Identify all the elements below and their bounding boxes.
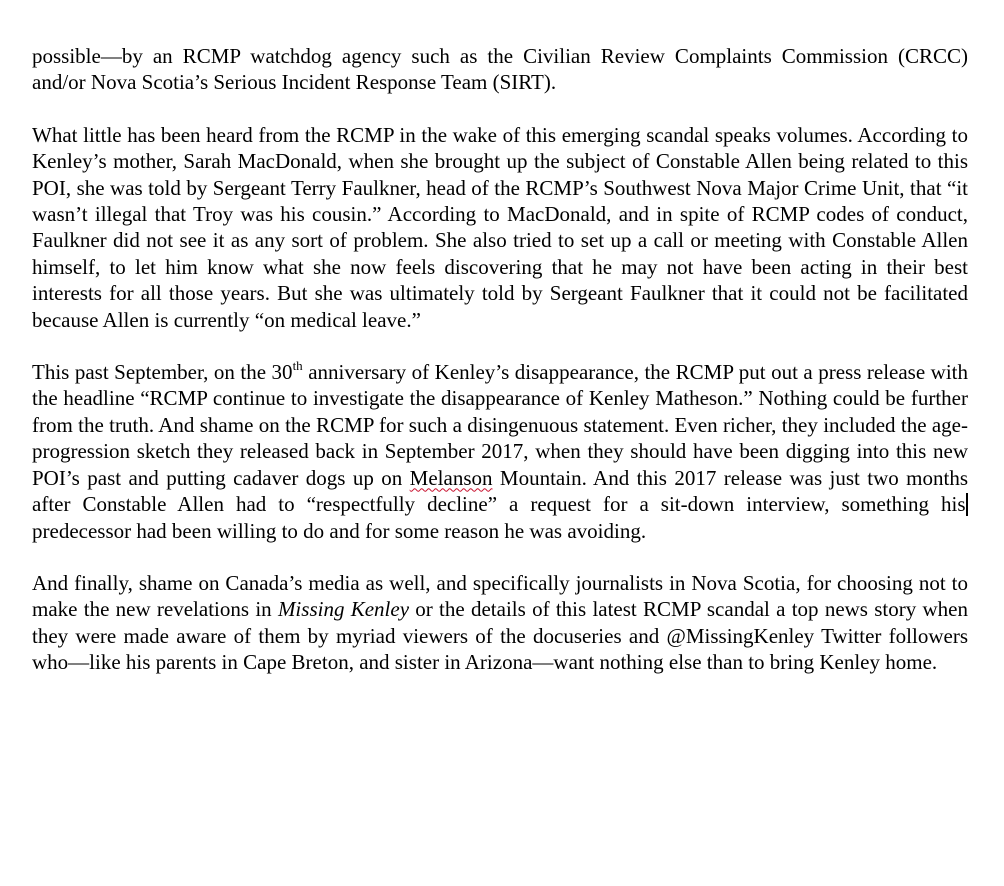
docuseries-title: Missing Kenley: [277, 597, 410, 622]
paragraph-1: possible—by an RCMP watchdog agency such as the Civilian Review Complaints Commission (CRCC) and/or Nova Scotia’s Serious Incident Response Team (SIRT).: [32, 44, 968, 95]
paragraph-3-text-start: This past September, on the 30: [32, 360, 293, 385]
paragraph-3: [32, 359, 968, 544]
text-insertion-cursor: [966, 493, 968, 516]
paragraph-3-text-end: predecessor had been willing to do and for some reason he was avoiding.: [32, 518, 647, 543]
document-body[interactable]: [32, 43, 968, 676]
paragraph-4-text-end: or the details of this latest RCMP scandal a top news story when they were made aware of them by myriad viewers of the docuseries and @MissingKenley Twitter followers who—like his parents in Cape Breton, and sister in Arizona—want nothing else than to bring Kenley home.: [32, 597, 969, 675]
spellcheck-flagged-word[interactable]: Melanson: [409, 465, 493, 490]
paragraph-4: [32, 570, 968, 676]
ordinal-superscript: th: [292, 358, 303, 374]
paragraph-4-text-start: And finally, shame on Canada’s media as well, and specifically journalists in Nova Scotia, for choosing not to make the new revelations in: [32, 570, 968, 622]
paragraph-3-text-middle: anniversary of Kenley’s disappearance, the RCMP put out a press release with the headline “RCMP continue to investigate the disappearance of Kenley Matheson.” Nothing could be further from the truth. And shame on the RCMP for such a disingenuous statement. Even richer, they included the age-progression sketch they released back in September 2017, when they should have been digging into this new POI’s past and putting cadaver dogs up on: [32, 360, 969, 490]
paragraph-3-text-continued: Mountain. And this 2017 release was just two months after Constable Allen had to “respectfully decline” a request for a sit-down interview, something his: [32, 465, 968, 517]
paragraph-2: What little has been heard from the RCMP in the wake of this emerging scandal speaks volumes. According to Kenley’s mother, Sarah MacDonald, when she brought up the subject of Constable Allen being related to this POI, she was told by Sergeant Terry Faulkner, head of the RCMP’s Southwest Nova Major Crime Unit, that “it wasn’t illegal that Troy was his cousin.” According to MacDonald, and in spite of RCMP codes of conduct, Faulkner did not see it as any sort of problem. She also tried to set up a call or meeting with Constable Allen himself, to let him know what she now feels discovering that he may not have been acting in their best interests for all those years. But she was ultimately told by Sergeant Faulkner that it could not be facilitated because Allen is currently “on medical leave.”: [32, 122, 968, 332]
